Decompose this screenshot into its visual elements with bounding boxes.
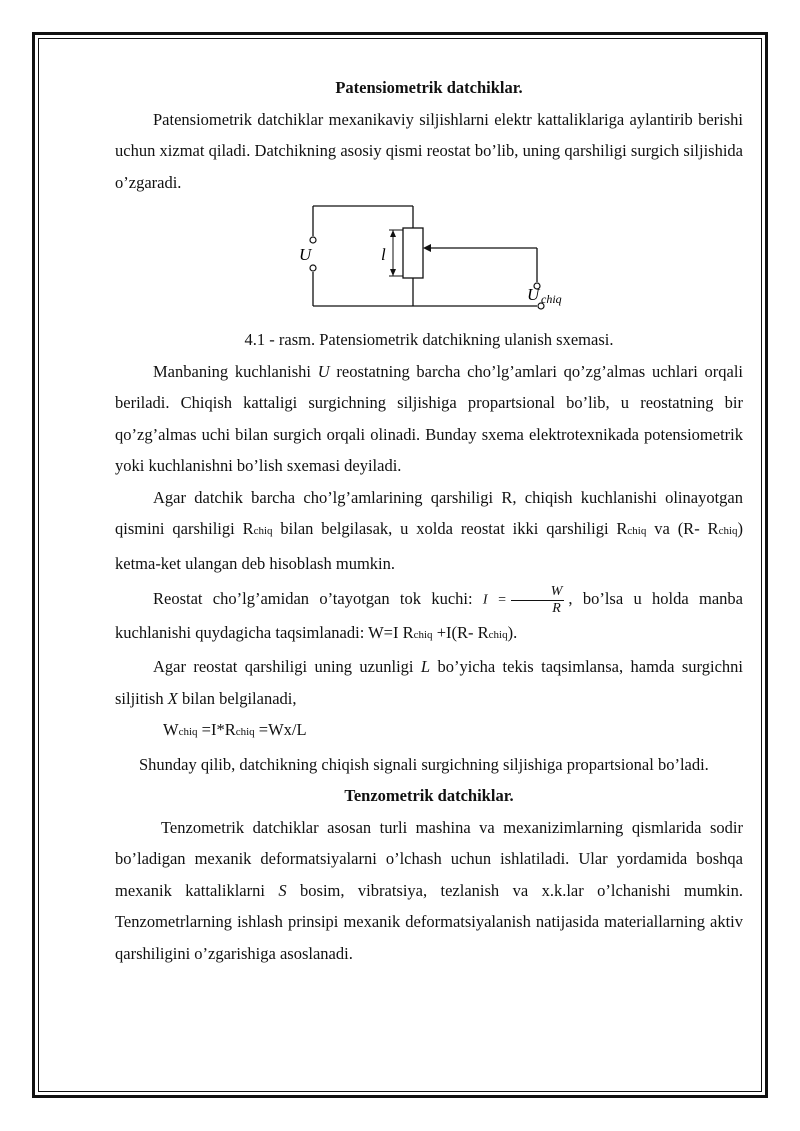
figure-circuit: [115, 202, 743, 324]
label-length: l: [381, 245, 386, 264]
paragraph-resistance: Agar datchik barcha cho’lg’amlarining qarshiligi R, chiqish kuchlanishi olinayotgan qismini qarshiligi Rchiq bilan belgilasak, u xolda reostat ikki qarshiligi Rchiq va (R- Rchiq) ketma-ket ulangan deb hisoblash mumkin.: [115, 487, 744, 573]
label-output-voltage: U: [527, 285, 540, 304]
figure-caption: 4.1 - rasm. Patensiometrik datchikning ulanish sxemasi.: [244, 330, 614, 349]
formula-fraction: $\frac{W}{R}$: [511, 584, 565, 617]
document-page: [115, 72, 743, 969]
paragraph-source-voltage: Manbaning kuchlanishi U reostatning barcha cho’lg’amlari qo’zg’almas uchlari orqali beriladi. Chiqish kattaligi surgichning siljishiga propartsional bo’lib, u reostatning bir qo’zg’almas uchi bilan surgich orqali olinadi. Bunday sxema elektrotexnikada potensiometrik yoki kuchlanishni bo’lish sxemasi deyiladi.: [115, 361, 743, 475]
label-input-voltage: U: [299, 245, 312, 264]
label-output-voltage-sub: chiq: [541, 292, 562, 306]
section-title-potentiometric: Patensiometrik datchiklar.: [335, 78, 523, 97]
equation-output: Wchiq =I*Rchiq =Wx/L: [163, 720, 307, 740]
paragraph-intro: Patensiometrik datchiklar mexanikaviy siljishlarni elektr kattaliklariga aylantirib berishi uchun xizmat qiladi. Datchikning asosiy qismi reostat bo’lib, uning qarshiligi surgich siljishida o’zgaradi.: [115, 109, 743, 192]
potentiometer-circuit-diagram: [299, 202, 595, 324]
paragraph-conclusion: Shunday qilib, datchikning chiqish signali surgichning siljishiga propartsional bo’ladi.: [139, 754, 709, 774]
paragraph-uniform-resistance: Agar reostat qarshiligi uning uzunligi L bo’yicha tekis taqsimlansa, hamda surgichni siljitish X bilan belgilanadi,: [115, 657, 743, 708]
formula-lhs: I =: [482, 592, 507, 608]
section-title-tensometric: Tenzometrik datchiklar.: [344, 786, 514, 806]
paragraph-current: Reostat cho’lg’amidan o’tayotgan tok kuchi: I = $\frac{W}{R}$ , bo’lsa u holda manba kuchlanishi quydagicha taqsimlanadi: W=I Rchiq +I(R- Rchiq).: [115, 583, 744, 642]
paragraph-tensometric: Tenzometrik datchiklar asosan turli mashina va mexanizimlarning qismlarida sodir bo’ladigan mexanik deformatsiyalarni o’lchash uchun ishlatiladi. Ular yordamida boshqa mexanik kattaliklarni S bosim, vibratsiya, tezlanish va x.k.lar o’lchanishi mumkin. Tenzometrlarning ishlash prinsipi mexanik deformatsiyalanish natijasida materiallarning aktiv qarshiligini o’zgarishiga asoslanadi.: [115, 817, 743, 963]
